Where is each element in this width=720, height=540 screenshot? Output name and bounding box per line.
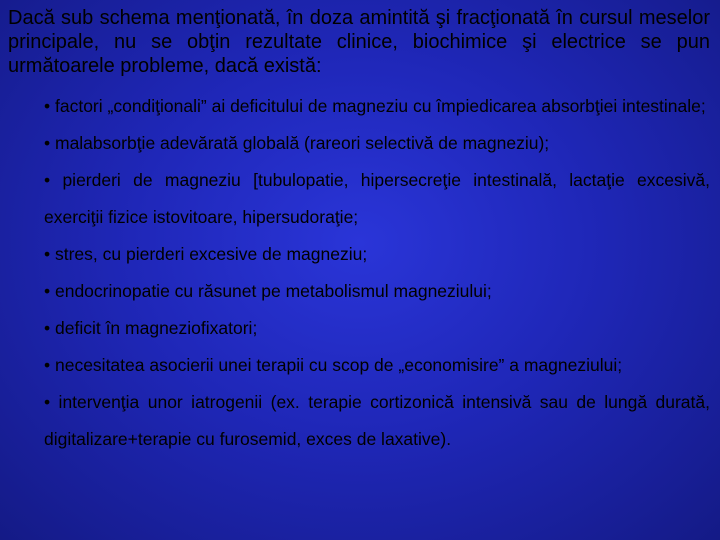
bullet-item: • deficit în magneziofixatori;	[44, 318, 258, 338]
bullet-item: • factori „condiţionali” ai deficitului de magneziu cu împiedicarea absorbţiei intestinale;	[44, 96, 706, 116]
bullet-list	[8, 88, 710, 458]
bullet-item: • stres, cu pierderi excesive de magneziu;	[44, 244, 368, 264]
bullet-item: • intervenţia unor iatrogenii (ex. terapie cortizonică intensivă sau de lungă durată, digitalizare+terapie cu furosemid, exces de laxative).	[44, 392, 710, 449]
bullet-item: • necesitatea asocierii unei terapii cu scop de „economisire” a magneziului;	[44, 355, 623, 375]
bullet-item: • malabsorbţie adevărată globală (rareori selectivă de magneziu);	[44, 133, 550, 153]
bullet-item: • pierderi de magneziu [tubulopatie, hipersecreţie intestinală, lactaţie excesivă, exerciţii fizice istovitoare, hipersudoraţie;	[44, 170, 710, 227]
intro-paragraph: Dacă sub schema menţionată, în doza amintită şi fracţionată în cursul meselor principale, nu se obţin rezultate clinice, biochimice şi electrice se pun următoarele probleme, dacă există:	[8, 7, 710, 77]
bullet-item: • endocrinopatie cu răsunet pe metabolismul magneziului;	[44, 281, 492, 301]
